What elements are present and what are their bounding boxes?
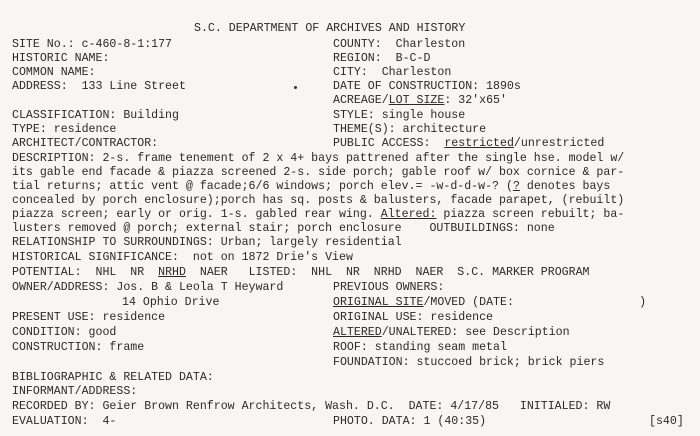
acreage-prefix: ACREAGE/ (333, 94, 389, 107)
architect-contractor: ARCHITECT/CONTRACTOR: (12, 137, 159, 150)
potential (12, 266, 589, 279)
description-line-5-text: piazza screen; early or orig. 1-s. gabled rear wing. (12, 208, 381, 221)
historic-name: HISTORIC NAME: (12, 52, 110, 65)
classification: CLASSIFICATION: Building (12, 109, 179, 122)
potential-label: POTENTIAL: NHL NR (12, 266, 159, 279)
construction: CONSTRUCTION: frame (12, 341, 145, 354)
style: STYLE: single house (333, 109, 466, 122)
date-of-construction: DATE OF CONSTRUCTION: 1890s (333, 80, 521, 93)
potential-nrhd: NRHD (158, 266, 186, 279)
description-line-5 (12, 208, 624, 221)
moved-date: /MOVED (DATE: ) (423, 296, 647, 309)
previous-owners: PREVIOUS OWNERS: (333, 281, 445, 294)
address: ADDRESS: 133 Line Street (12, 80, 186, 93)
altered-label: Altered: (380, 208, 437, 221)
owner-address-line-2: 14 Ophio Drive (122, 296, 220, 309)
page-code: [s40] (649, 415, 684, 428)
description-line-1: DESCRIPTION: 2-s. frame tenement of 2 x 4+ bays pattrened after the single hse. model w/ (12, 152, 625, 165)
informant-address: INFORMANT/ADDRESS: (12, 385, 138, 398)
city: CITY: Charleston (333, 66, 452, 79)
acreage-value: : 32'x65' (444, 94, 507, 107)
county: COUNTY: Charleston (333, 38, 466, 51)
acreage (333, 94, 507, 107)
roof: ROOF: standing seam metal (333, 341, 507, 354)
description-line-5-end: piazza screen rebuilt; ba- (436, 208, 625, 221)
description-line-3-mark: ? (512, 180, 520, 193)
description-line-3 (12, 180, 610, 193)
form-title: S.C. DEPARTMENT OF ARCHIVES AND HISTORY (194, 22, 466, 35)
altered-status (333, 326, 570, 339)
altered-status-value: /UNALTERED: see Description (381, 326, 570, 339)
altered-status-label: ALTERED (333, 326, 382, 339)
owner-address: OWNER/ADDRESS: Jos. B & Leola T Heyward (12, 281, 284, 294)
evaluation: EVALUATION: 4- (12, 415, 117, 428)
description-line-3-end: denotes bays (519, 180, 611, 193)
original-use: ORIGINAL USE: residence (333, 311, 494, 324)
public-access (333, 137, 604, 150)
bibliographic-data: BIBLIOGRAPHIC & RELATED DATA: (12, 371, 214, 384)
public-access-label: PUBLIC ACCESS: (333, 137, 445, 150)
ink-dot (294, 86, 297, 89)
original-site-label: ORIGINAL SITE (333, 296, 424, 309)
listed-label: NAER LISTED: NHL NR NRHD NAER S.C. MARKER PROGRAM (185, 266, 590, 279)
original-site (333, 296, 646, 309)
site-number: SITE No.: c-460-8-1:177 (12, 38, 173, 51)
description-line-3-text: tial returns; attic vent @ facade;6/6 windows; porch elev.= -w-d-d-w-? ( (12, 180, 513, 193)
condition: CONDITION: good (12, 326, 117, 339)
access-restricted: restricted (444, 137, 514, 150)
present-use: PRESENT USE: residence (12, 311, 166, 324)
description-line-2: its gable end facade & piazza screened 2-s. side porch; gable roof w/ box cornice & par- (12, 166, 625, 179)
historical-significance: HISTORICAL SIGNIFICANCE: not on 1872 Drie's View (12, 251, 353, 264)
foundation: FOUNDATION: stuccoed brick; brick piers (333, 356, 605, 369)
type: TYPE: residence (12, 123, 117, 136)
relationship-to-surroundings: RELATIONSHIP TO SURROUNDINGS: Urban; largely residential (12, 236, 402, 249)
photo-data: PHOTO. DATA: 1 (40:35) (333, 415, 487, 428)
common-name: COMMON NAME: (12, 66, 96, 79)
region: REGION: B-C-D (333, 52, 431, 65)
lot-size-label: LOT SIZE (388, 94, 445, 107)
access-unrestricted: /unrestricted (513, 137, 605, 150)
theme: THEME(S): architecture (333, 123, 487, 136)
description-line-4: concealed by porch enclosure);porch has sq. posts & balusters, facade parapet, (rebuilt) (12, 194, 625, 207)
description-line-6: lusters removed @ porch; external stair; porch enclosure OUTBUILDINGS: none (12, 222, 555, 235)
recorded-by: RECORDED BY: Geier Brown Renfrow Architects, Wash. D.C. DATE: 4/17/85 INITIALED: RW (12, 400, 611, 413)
